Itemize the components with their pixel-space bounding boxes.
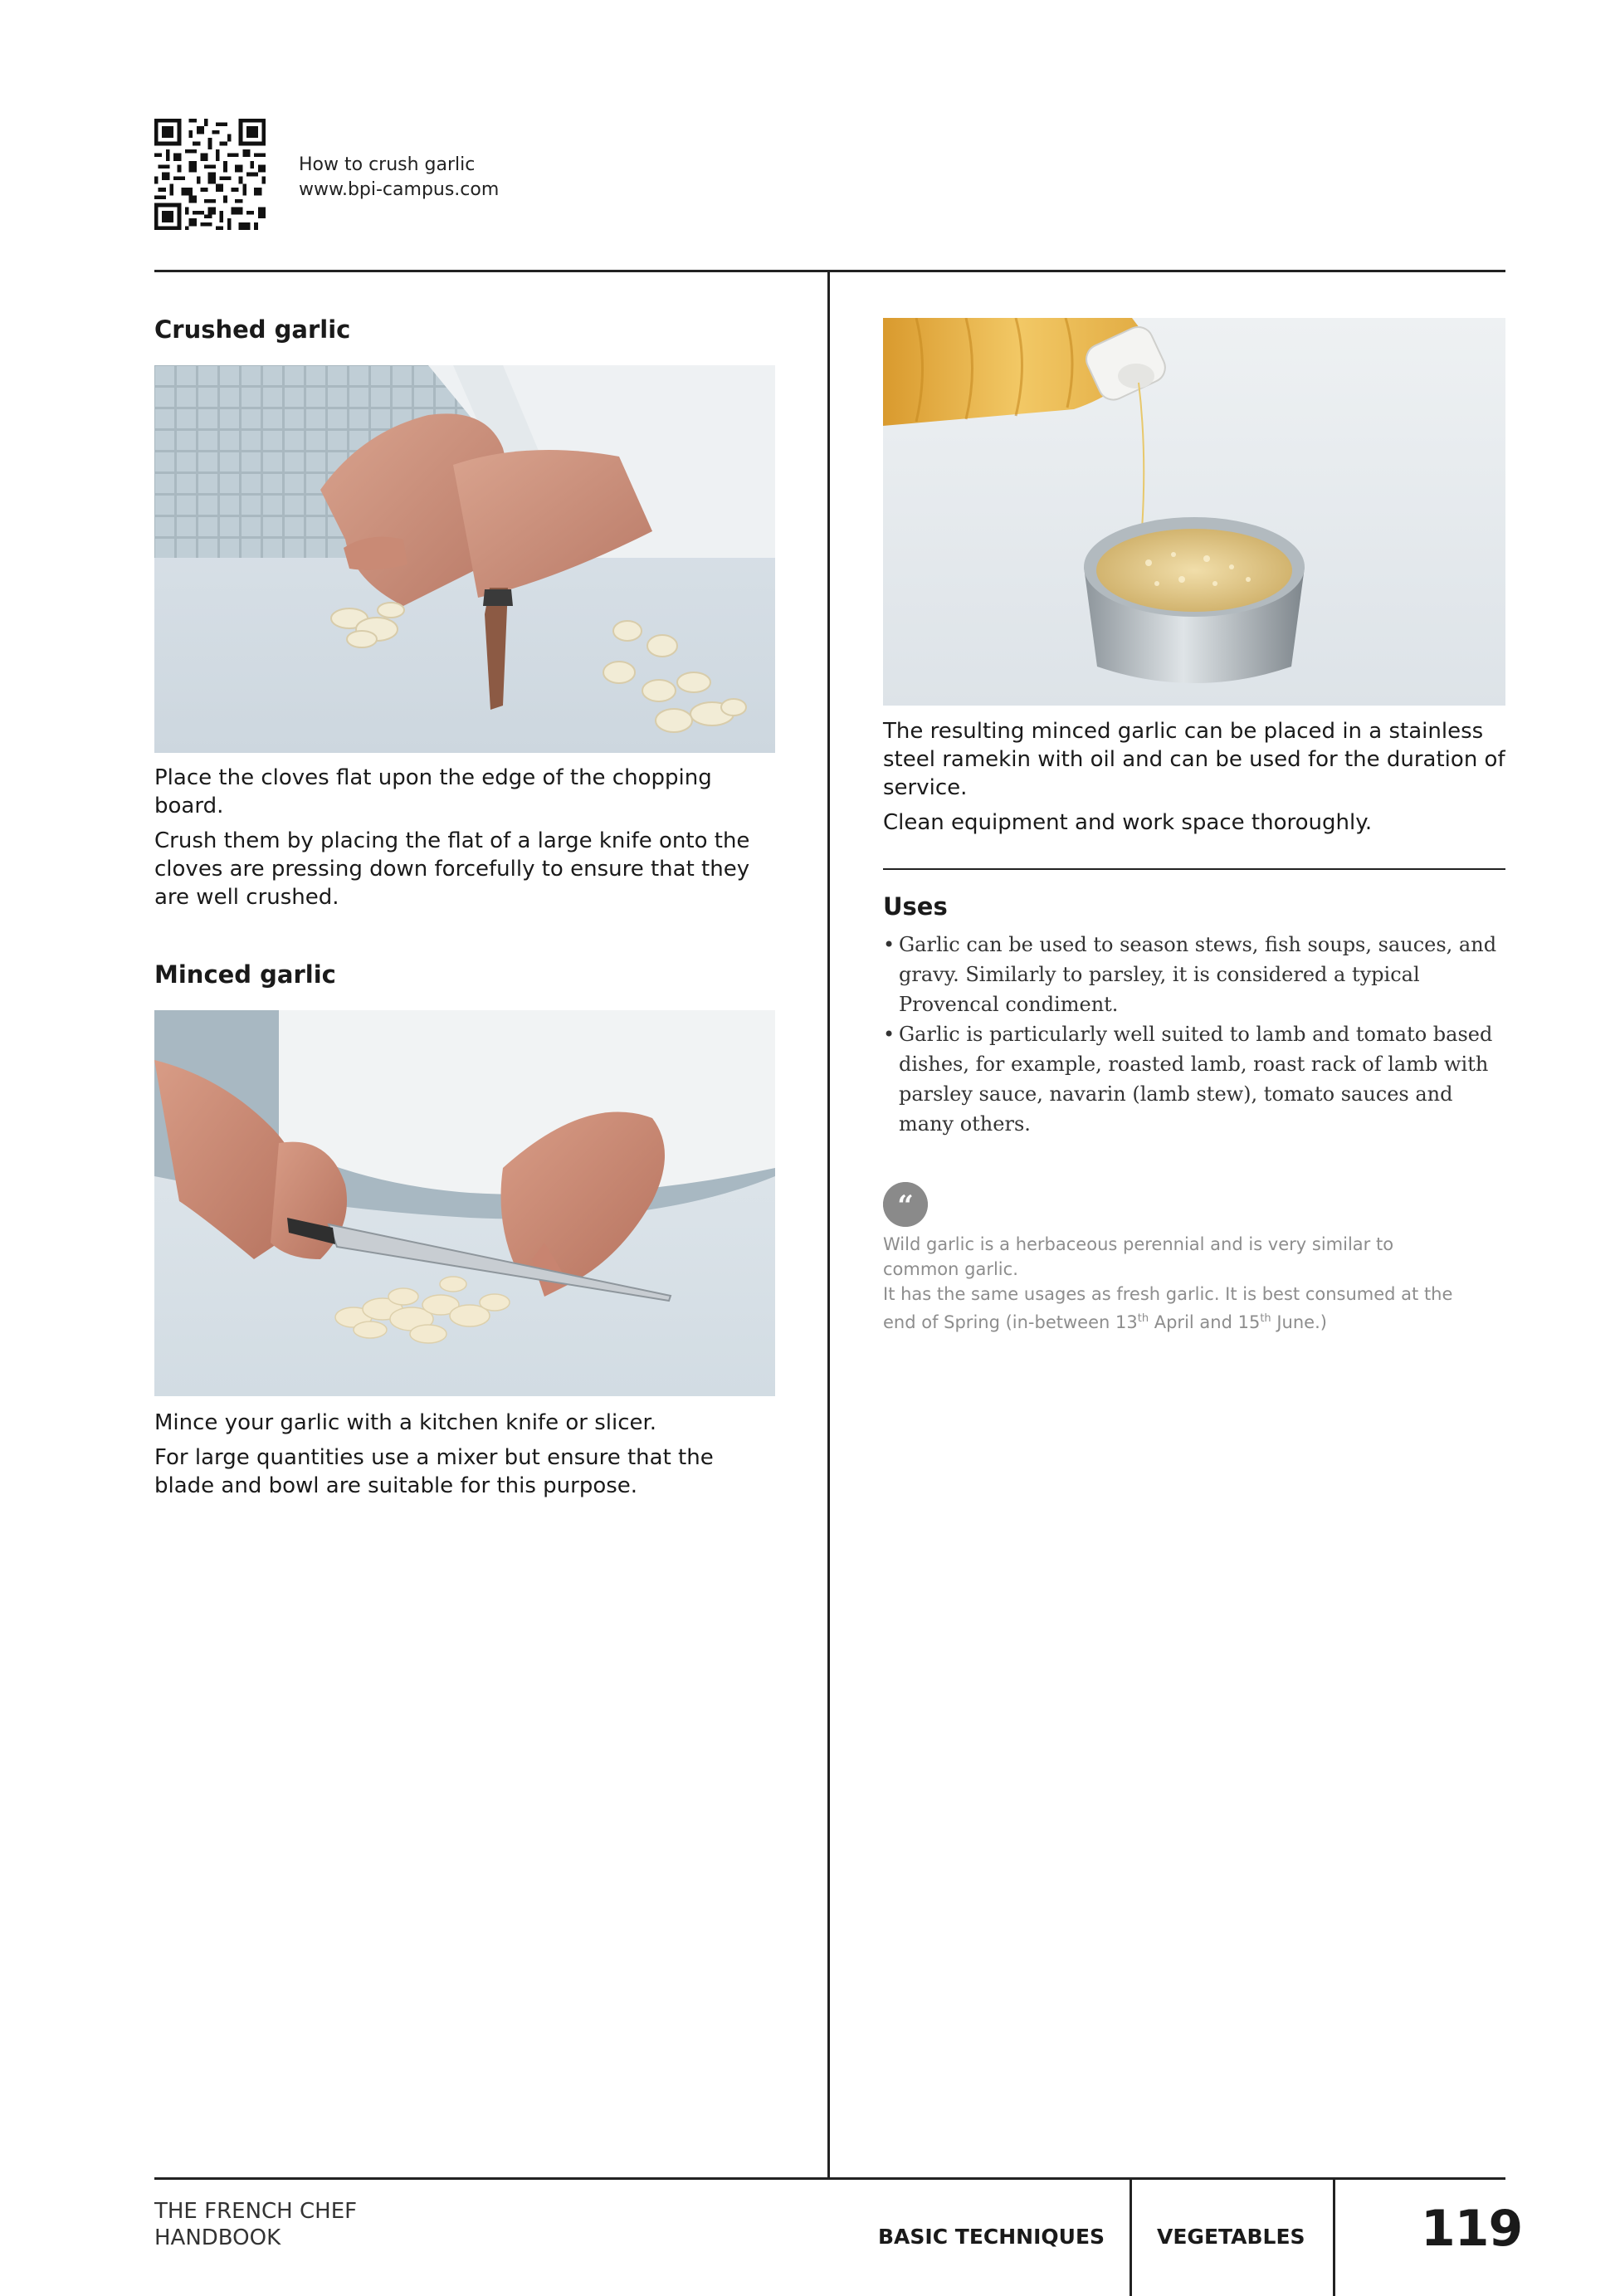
uses-heading: Uses — [883, 892, 948, 921]
ramekin-oil-photo — [883, 318, 1505, 706]
svg-text:“: “ — [897, 1190, 914, 1223]
uses-list — [883, 930, 1510, 1139]
footer-divider — [1130, 2177, 1132, 2296]
crushed-garlic-photo — [154, 365, 775, 753]
footer-book-title — [154, 2198, 357, 2251]
page-number: 119 — [1421, 2200, 1523, 2258]
minced-step-1: Mince your garlic with a kitchen knife or slicer. — [154, 1410, 657, 1435]
wild-garlic-line-2: It has the same usages as fresh garlic. It is best consumed at the end of Spring (in-between 13th April and 15th June.) — [883, 1284, 1453, 1332]
wild-garlic-note — [883, 1232, 1464, 1335]
ramekin-text — [883, 717, 1514, 843]
wild-garlic-line-1: Wild garlic is a herbaceous perennial and is very similar to common garlic. — [883, 1234, 1394, 1279]
crushed-step-2: Crush them by placing the flat of a large knife onto the cloves are pressing down forcefully to ensure that they are well crushed. — [154, 828, 750, 910]
qr-caption-url[interactable]: www.bpi-campus.com — [299, 179, 500, 200]
minced-step-2: For large quantities use a mixer but ensure that the blade and bowl are suitable for this purpose. — [154, 1445, 714, 1498]
crushed-garlic-heading: Crushed garlic — [154, 315, 351, 344]
crushed-step-1: Place the cloves flat upon the edge of the chopping board. — [154, 765, 712, 818]
crushed-garlic-text — [154, 764, 768, 918]
footer-book-line-1: THE FRENCH CHEF — [154, 2199, 358, 2224]
footer-divider — [1333, 2177, 1335, 2296]
qr-caption-title: How to crush garlic — [299, 154, 476, 175]
uses-item: • Garlic can be used to season stews, fish soups, sauces, and gravy. Similarly to parsley, it is considered a typical Provencal condiment. — [883, 930, 1510, 1019]
footer-rule — [154, 2177, 1505, 2180]
qr-code — [154, 119, 266, 230]
uses-item: • Garlic is particularly well suited to lamb and tomato based dishes, for example, roasted lamb, roast rack of lamb with parsley sauce, navarin (lamb stew), tomato sauces and many others. — [883, 1019, 1510, 1139]
uses-rule — [883, 868, 1505, 870]
ramekin-step-1: The resulting minced garlic can be placed in a stainless steel ramekin with oil and can be used for the duration of service. — [883, 719, 1505, 800]
qr-caption — [299, 153, 499, 203]
footer-book-line-2: HANDBOOK — [154, 2225, 281, 2250]
footer-section-vegetables: VEGETABLES — [1157, 2225, 1305, 2249]
quote-icon — [883, 1182, 928, 1227]
minced-garlic-heading: Minced garlic — [154, 960, 336, 989]
ramekin-step-2: Clean equipment and work space thoroughly. — [883, 810, 1373, 835]
top-rule — [154, 270, 1505, 272]
footer-section-basic-techniques: BASIC TECHNIQUES — [878, 2225, 1105, 2249]
column-divider — [827, 270, 830, 2179]
minced-garlic-photo — [154, 1010, 775, 1396]
minced-garlic-text — [154, 1409, 768, 1507]
